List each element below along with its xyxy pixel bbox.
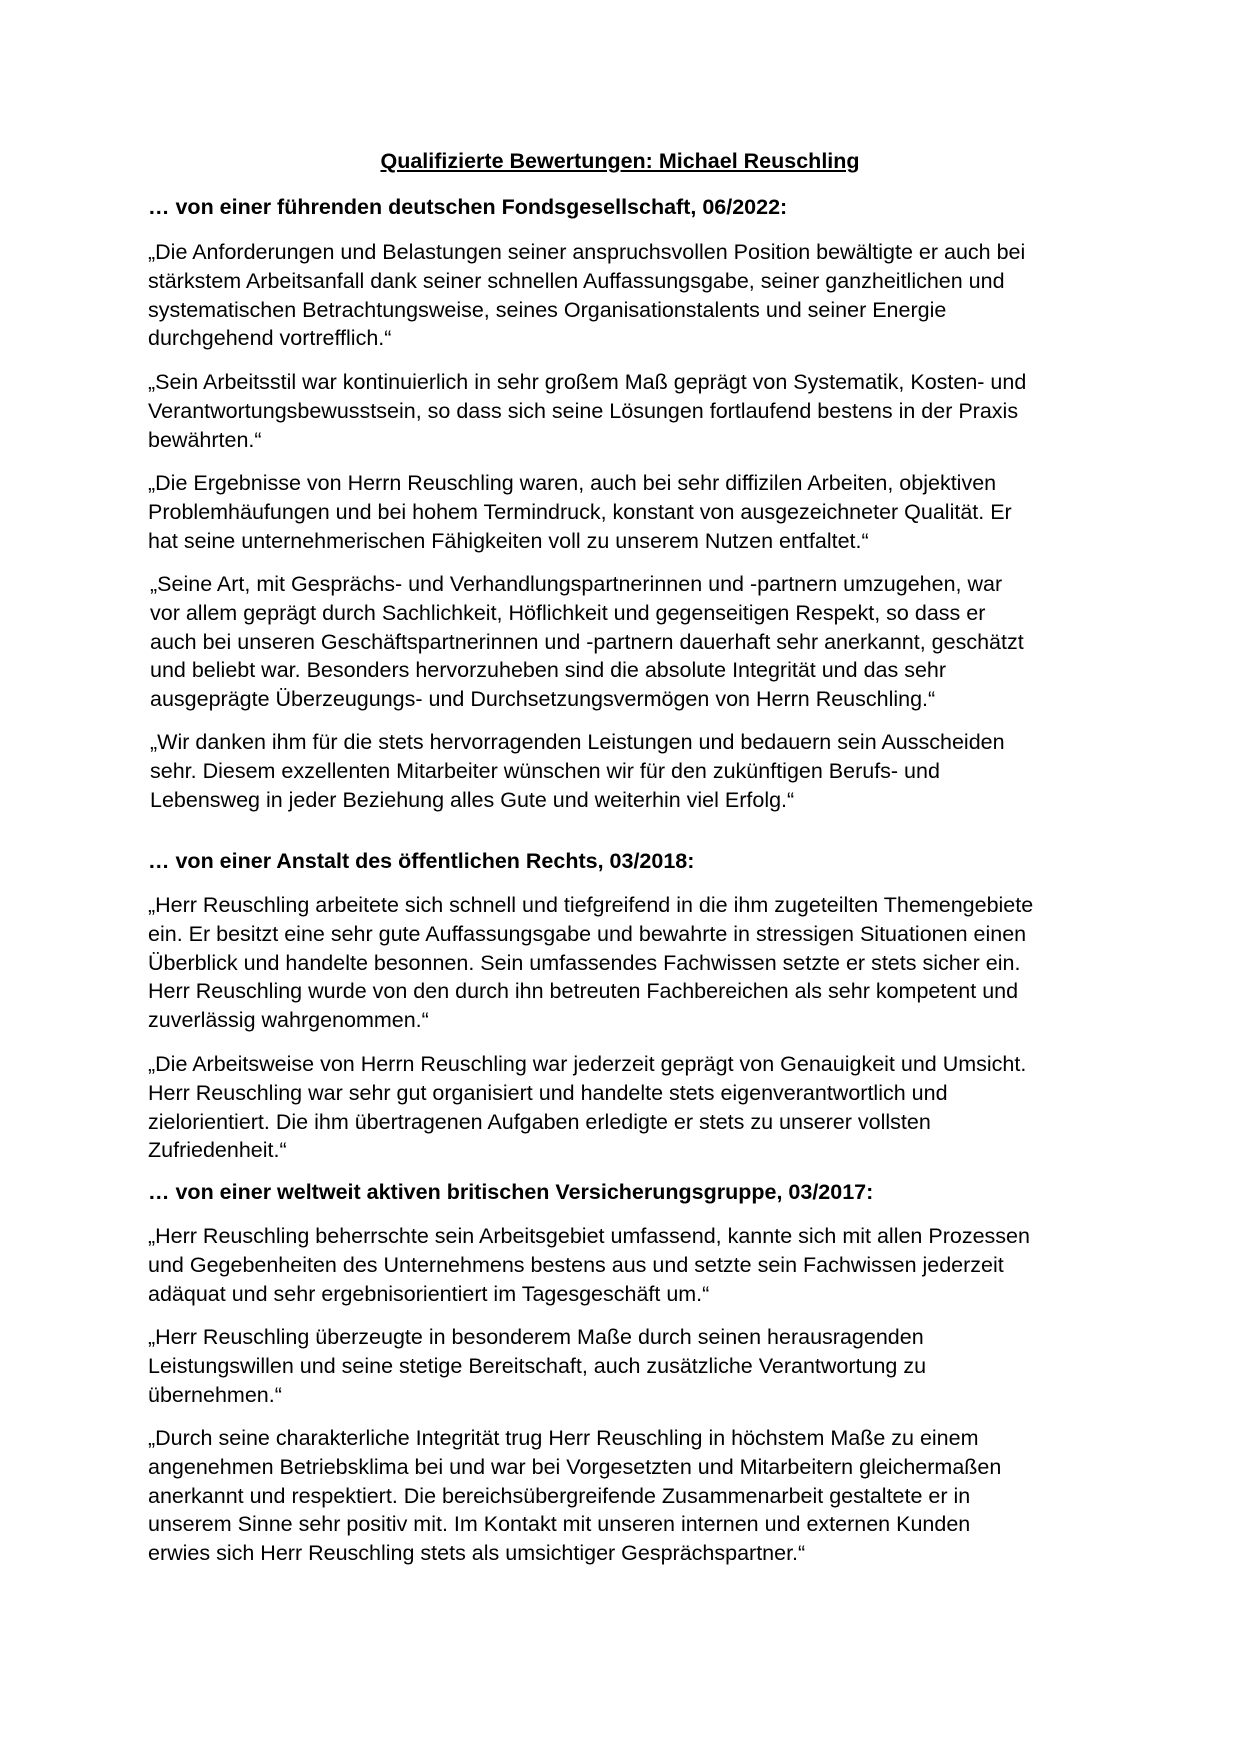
text-line: vor allem geprägt durch Sachlichkeit, Höflichkeit und gegenseitigen Respekt, so dass er (150, 600, 986, 625)
text-line: Problemhäufungen und bei hohem Termindruck, konstant von ausgezeichneter Qualität. Er (148, 499, 1012, 524)
quote-paragraph (148, 1222, 1030, 1308)
text-line: Verantwortungsbewusstsein, so dass sich seine Lösungen fortlaufend bestens in der Praxis (148, 398, 1019, 423)
text-line: systematischen Betrachtungsweise, seines Organisationstalents und seiner Energie (148, 297, 947, 322)
text-line: durchgehend vortrefflich.“ (148, 326, 392, 351)
text-line: „Herr Reuschling arbeitete sich schnell und tiefgreifend in die ihm zugeteilten Themengebiete (148, 893, 1034, 917)
text-line: ein. Er besitzt eine sehr gute Auffassungsgabe und bewahrte in stressigen Situationen einen (148, 921, 1027, 946)
text-line: zuverlässig wahrgenommen.“ (148, 1008, 429, 1033)
quote-paragraph (150, 570, 1024, 714)
quote-paragraph (148, 891, 1033, 1035)
quote-paragraph (148, 469, 1012, 555)
text-line: „Herr Reuschling überzeugte in besonderem Maße durch seinen herausragenden (148, 1325, 924, 1349)
section-heading: … von einer Anstalt des öffentlichen Rechts, 03/2018: (148, 849, 695, 873)
text-line: und beliebt war. Besonders hervorzuheben sind die absolute Integrität und das sehr (150, 658, 947, 683)
text-line: unserem Sinne sehr positiv mit. Im Kontakt mit unseren internen und externen Kunden (148, 1512, 971, 1537)
text-line: Leistungswillen und seine stetige Bereitschaft, auch zusätzliche Verantwortung zu (148, 1353, 927, 1378)
quote-paragraph (148, 238, 1025, 353)
text-line: Überblick und handelte besonnen. Sein umfassendes Fachwissen setzte er stets sicher ein. (148, 950, 1021, 975)
text-line: sehr. Diesem exzellenten Mitarbeiter wünschen wir für den zukünftigen Berufs- und (150, 758, 940, 783)
text-line: erwies sich Herr Reuschling stets als umsichtiger Gesprächspartner.“ (148, 1541, 806, 1566)
text-line: hat seine unternehmerischen Fähigkeiten voll zu unserem Nutzen entfaltet.“ (148, 528, 869, 553)
text-line: „Seine Art, mit Gesprächs- und Verhandlungspartnerinnen und -partnern umzugehen, war (150, 572, 1003, 596)
text-line: zielorientiert. Die ihm übertragenen Aufgaben erledigte er stets zu unserer vollsten (148, 1109, 931, 1134)
text-line: „Durch seine charakterliche Integrität trug Herr Reuschling in höchstem Maße zu einem (148, 1426, 979, 1450)
quote-paragraph (148, 368, 1026, 454)
text-line: „Sein Arbeitsstil war kontinuierlich in sehr großem Maß geprägt von Systematik, Kosten- und (148, 370, 1027, 394)
text-line: Zufriedenheit.“ (148, 1138, 287, 1163)
text-line: und Gegebenheiten des Unternehmens bestens aus und setzte sein Fachwissen jederzeit (148, 1252, 1004, 1277)
text-line: Herr Reuschling war sehr gut organisiert und handelte stets eigenverantwortlich und (148, 1080, 948, 1105)
quote-paragraph (148, 1424, 1001, 1568)
text-line: angenehmen Betriebsklima bei und war bei Vorgesetzten und Mitarbeitern gleichermaßen (148, 1454, 1002, 1479)
text-line: stärkstem Arbeitsanfall dank seiner schnellen Auffassungsgabe, seiner ganzheitlichen und (148, 268, 1005, 293)
text-line: „Wir danken ihm für die stets hervorragenden Leistungen und bedauern sein Ausscheiden (150, 730, 1005, 754)
text-line: adäquat und sehr ergebnisorientiert im Tagesgeschäft um.“ (148, 1281, 710, 1306)
document-title: Qualifizierte Bewertungen: Michael Reuschling (380, 149, 860, 173)
section-heading: … von einer weltweit aktiven britischen Versicherungsgruppe, 03/2017: (148, 1180, 874, 1204)
text-line: übernehmen.“ (148, 1382, 282, 1407)
text-line: auch bei unseren Geschäftspartnerinnen und -partnern dauerhaft sehr anerkannt, geschätzt (150, 629, 1024, 654)
quote-paragraph (150, 728, 1005, 814)
text-line: „Die Ergebnisse von Herrn Reuschling waren, auch bei sehr diffizilen Arbeiten, objektiven (148, 471, 997, 495)
quote-paragraph (148, 1050, 1026, 1165)
text-line: anerkannt und respektiert. Die bereichsübergreifende Zusammenarbeit gestaltete er in (148, 1483, 971, 1508)
section-heading: … von einer führenden deutschen Fondsgesellschaft, 06/2022: (148, 195, 788, 219)
text-line: bewährten.“ (148, 427, 262, 452)
text-line: „Herr Reuschling beherrschte sein Arbeitsgebiet umfassend, kannte sich mit allen Prozessen (148, 1224, 1030, 1248)
text-line: Lebensweg in jeder Beziehung alles Gute und weiterhin viel Erfolg.“ (150, 787, 795, 812)
text-line: „Die Anforderungen und Belastungen seiner anspruchsvollen Position bewältigte er auch bei (148, 240, 1026, 264)
text-line: „Die Arbeitsweise von Herrn Reuschling war jederzeit geprägt von Genauigkeit und Umsicht. (148, 1052, 1027, 1076)
text-line: ausgeprägte Überzeugungs- und Durchsetzungsvermögen von Herrn Reuschling.“ (150, 687, 936, 712)
text-line: Herr Reuschling wurde von den durch ihn betreuten Fachbereichen als sehr kompetent und (148, 979, 1019, 1004)
quote-paragraph (148, 1323, 926, 1409)
